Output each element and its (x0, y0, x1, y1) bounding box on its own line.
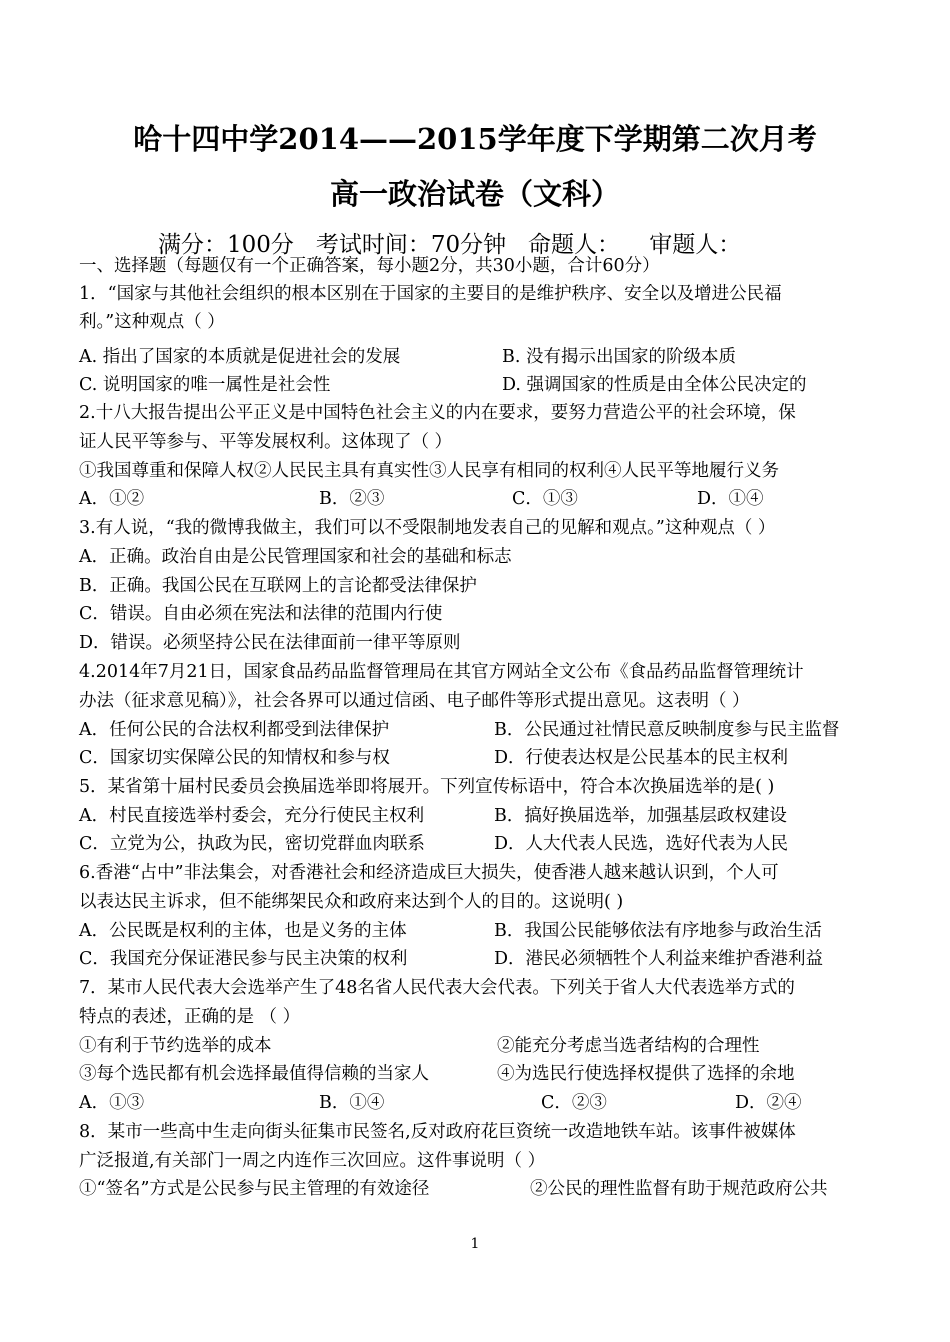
q2-option-b: B．②③ (319, 489, 385, 509)
q5-option-c: C．立党为公，执政为民，密切党群血肉联系 (79, 834, 425, 854)
q4-option-d: D．行使表达权是公民基本的民主权利 (494, 748, 789, 768)
q8-stem-line1: 8．某市一些高中生走向街头征集市民签名,反对政府花巨资统一改造地铁车站。该事件被媒体 (79, 1122, 796, 1142)
q7-item-3: ③每个选民都有机会选择最值得信赖的当家人 (79, 1064, 429, 1084)
q1-stem-line2: 利。”这种观点（ ） (79, 312, 225, 332)
q1-option-b: B. 没有揭示出国家的阶级本质 (502, 347, 736, 367)
q6-option-a: A．公民既是权利的主体，也是义务的主体 (79, 921, 407, 941)
q5-option-d: D．人大代表人民选，选好代表为人民 (494, 834, 789, 854)
q4-stem-line1: 4.2014年7月21日，国家食品药品监督管理局在其官方网站全文公布《食品药品监督管理统计 (79, 662, 804, 682)
q7-option-c: C．②③ (541, 1093, 607, 1113)
q3-option-d: D．错误。必须坚持公民在法律面前一律平等原则 (79, 633, 461, 653)
exam-meta: 满分：100分 考试时间：70分钟 命题人： 审题人： (158, 232, 742, 258)
q4-option-c: C．国家切实保障公民的知情权和参与权 (79, 748, 390, 768)
q2-items: ①我国尊重和保障人权②人民民主具有真实性③人民享有相同的权利④人民平等地履行义务 (79, 461, 779, 481)
q7-stem-line1: 7．某市人民代表大会选举产生了48名省人民代表大会代表。下列关于省人大代表选举方式的 (79, 978, 795, 998)
q7-option-b: B．①④ (319, 1093, 385, 1113)
q1-stem-line1: 1．“国家与其他社会组织的根本区别在于国家的主要目的是维护秩序、安全以及增进公民福 (79, 284, 782, 304)
page-number: 1 (470, 1236, 480, 1252)
q7-option-d: D．②④ (735, 1093, 802, 1113)
q7-item-4: ④为选民行使选择权提供了选择的余地 (497, 1064, 795, 1084)
q2-stem-line1: 2.十八大报告提出公平正义是中国特色社会主义的内在要求，要努力营造公平的社会环境，保 (79, 403, 796, 423)
q3-stem: 3.有人说，“我的微博我做主，我们可以不受限制地发表自己的见解和观点。”这种观点（ ） (79, 518, 776, 538)
q2-option-a: A．①② (79, 489, 145, 509)
q6-option-b: B．我国公民能够依法有序地参与政治生活 (494, 921, 822, 941)
q3-option-a: A．正确。政治自由是公民管理国家和社会的基础和标志 (79, 547, 512, 567)
q4-option-a: A．任何公民的合法权利都受到法律保护 (79, 720, 390, 740)
q2-option-d: D．①④ (697, 489, 764, 509)
q3-option-b: B．正确。我国公民在互联网上的言论都受法律保护 (79, 576, 477, 596)
q5-option-b: B．搞好换届选举，加强基层政权建设 (494, 806, 787, 826)
q6-option-c: C．我国充分保证港民参与民主决策的权利 (79, 949, 408, 969)
exam-subtitle: 高一政治试卷（文科） (329, 177, 620, 211)
exam-title: 哈十四中学2014——2015学年度下学期第二次月考 (133, 122, 817, 156)
q6-stem-line1: 6.香港“占中”非法集会，对香港社会和经济造成巨大损失，使香港人越来越认识到，个人可 (79, 863, 779, 883)
q8-stem-line2: 广泛报道,有关部门一周之内连作三次回应。这件事说明（ ） (79, 1151, 546, 1171)
q4-stem-line2: 办法（征求意见稿）》，社会各界可以通过信函、电子邮件等形式提出意见。这表明（ ） (79, 691, 750, 711)
q5-option-a: A．村民直接选举村委会，充分行使民主权利 (79, 806, 425, 826)
q8-item-2: ②公民的理性监督有助于规范政府公共 (530, 1179, 828, 1199)
q7-item-1: ①有利于节约选举的成本 (79, 1036, 272, 1056)
q8-item-1: ①“签名”方式是公民参与民主管理的有效途径 (79, 1179, 430, 1199)
q7-stem-line2: 特点的表述，正确的是 （ ） (79, 1007, 301, 1027)
q5-stem: 5．某省第十届村民委员会换届选举即将展开。下列宣传标语中，符合本次换届选举的是( ) (79, 777, 775, 797)
q6-stem-line2: 以表达民主诉求，但不能绑架民众和政府来达到个人的目的。这说明( ) (79, 892, 624, 912)
q3-option-c: C．错误。自由必须在宪法和法律的范围内行使 (79, 604, 443, 624)
q4-option-b: B．公民通过社情民意反映制度参与民主监督 (494, 720, 840, 740)
q2-option-c: C．①③ (512, 489, 578, 509)
section-heading: 一、选择题（每题仅有一个正确答案，每小题2分，共30小题，合计60分） (79, 256, 660, 276)
q6-option-d: D．港民必须牺牲个人利益来维护香港利益 (494, 949, 824, 969)
q7-option-a: A．①③ (79, 1093, 145, 1113)
q2-stem-line2: 证人民平等参与、平等发展权利。这体现了（ ） (79, 432, 453, 452)
q1-option-c: C. 说明国家的唯一属性是社会性 (79, 375, 331, 395)
q7-item-2: ②能充分考虑当选者结构的合理性 (497, 1036, 760, 1056)
q1-option-d: D. 强调国家的性质是由全体公民决定的 (502, 375, 807, 395)
q1-option-a: A. 指出了国家的本质就是促进社会的发展 (79, 347, 401, 367)
